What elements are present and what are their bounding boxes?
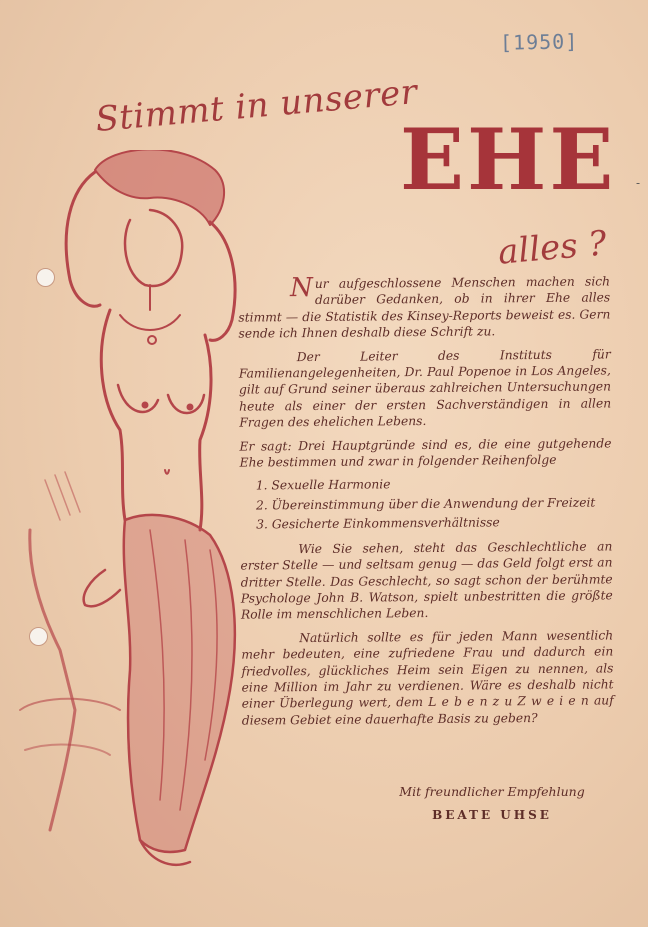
paragraph-1-text: ur aufgeschlossene Menschen machen sich darüber Gedanken, ob in ihrer Ehe alles stimmt — die Statistik des Kinsey-Reports beweist es. Gern sende ich Ihnen deshalb diese Schrift zu. [238,274,611,341]
punch-hole-top [36,268,55,287]
headline-part-1: Stimmt in unserer [93,72,419,140]
signature-block [392,784,592,822]
drapery-shape [124,515,235,852]
paragraph-2: Der Leiter des Instituts für Familienangelegenheiten, Dr. Paul Popenoe in Los Angeles, gilt auf Grund seiner überaus zahlreichen Untersuchungen heute als einer der ersten Sachverständigen in allen Fragen des ehelichen Lebens. [238,347,612,430]
list-item: 2. Übereinstimmung über die Anwendung der Freizeit [255,495,596,513]
list-item: 1. Sexuelle Harmonie [255,477,391,493]
paragraph-5: Natürlich sollte es für jeden Mann wesentlich mehr bedeuten, eine zufriedene Frau und dadurch ein friedvolles, glückliches Heim sein Eigen zu nennen, als eine Million im Jahr zu verdienen. Wäre es deshalb nicht einer Überlegung wert, dem L e b e n z u Z w e i e n auf diesem Gebiet eine dauerhafte Basis zu geben? [241,628,614,728]
drop-cap: N [289,272,313,304]
list-item: 3. Gesicherte Einkommensverhältnisse [256,515,500,532]
punch-hole-bottom [29,627,48,646]
letter-body [238,273,614,735]
reasons-list [240,475,612,533]
edge-mark: - [636,176,641,190]
headline-ehe: EHE [400,110,617,209]
archive-date-stamp: [1950] [499,29,579,55]
paragraph-1 [238,273,611,342]
headline-part-3: alles ? [496,223,609,273]
paragraph-4: Wie Sie sehen, steht das Geschlechtliche an erster Stelle — und seltsam genug — das Geld folgt erst an dritter Stelle. Das Geschlecht, so sagt schon der berühmte Psychologe John B. Watson, spielt unbestritten die größte Rolle im menschlichen Leben. [240,539,613,622]
hair-shape [95,150,224,225]
paragraph-3: Er sagt: Drei Hauptgründe sind es, die eine gutgehende Ehe bestimmen und zwar in folgender Reihenfolge [239,436,612,470]
closing-line: Mit freundlicher Empfehlung [399,784,585,799]
pedestal-shape [30,530,75,830]
signature-name: BEATE UHSE [432,808,552,822]
